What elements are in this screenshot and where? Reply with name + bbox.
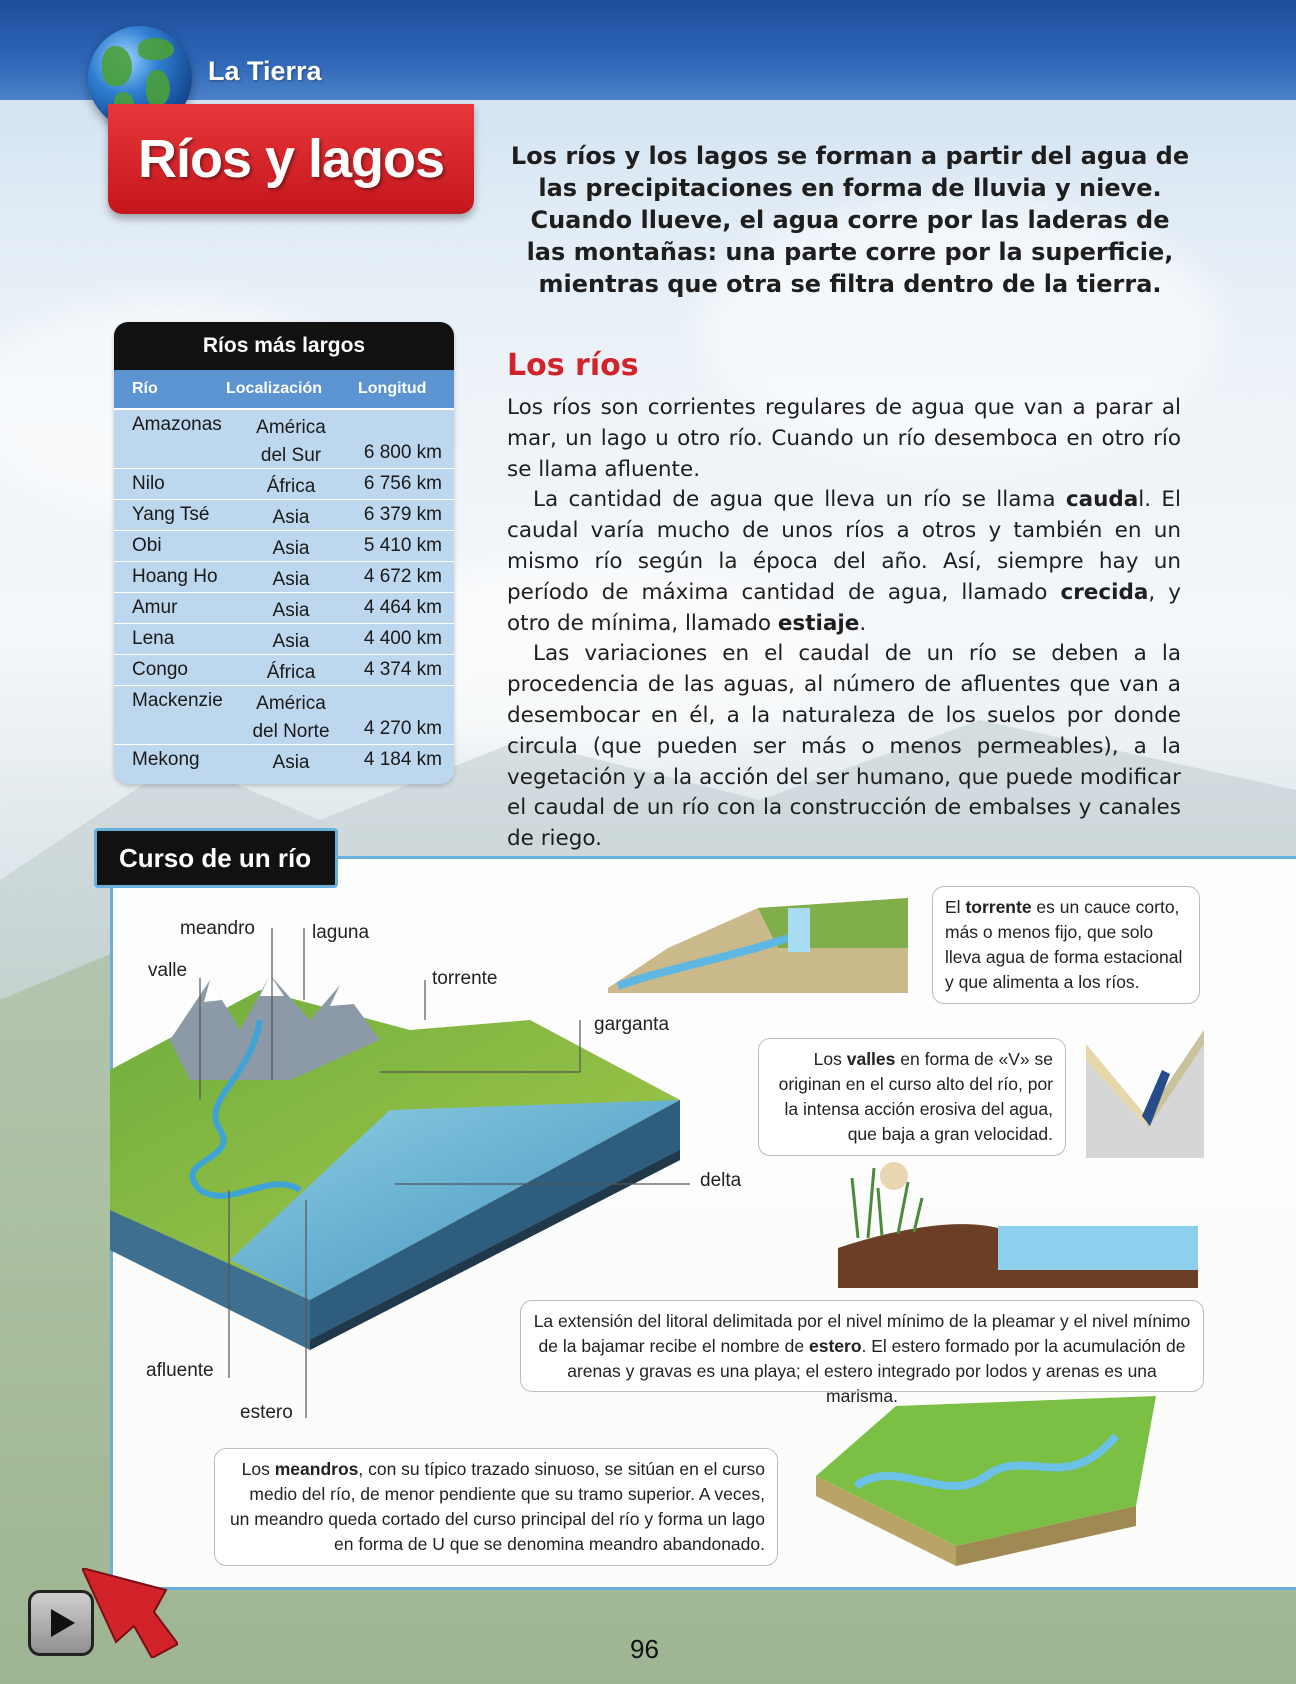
- table-title: Ríos más largos: [114, 322, 454, 370]
- river-location: Asia: [272, 600, 310, 621]
- page-title: Ríos y lagos: [137, 129, 445, 189]
- river-location: Asia: [272, 507, 310, 528]
- river-location-line2: del Norte: [252, 721, 330, 742]
- river-name: Yang Tsé: [132, 504, 210, 525]
- river-length: 4 184 km: [363, 749, 442, 770]
- river-location: Asia: [272, 569, 310, 590]
- river-location-line2: del Sur: [260, 445, 322, 466]
- river-location: África: [266, 662, 316, 683]
- term-estiaje: estiaje: [777, 610, 860, 636]
- section-heading-rios: Los ríos: [507, 348, 639, 383]
- river-location: África: [266, 476, 316, 497]
- torrente-note: El torrente es un cauce corto, más o menos fijo, que solo lleva agua de forma estacional y que alimenta a los ríos.: [932, 886, 1200, 1004]
- red-arrow-icon: [82, 1568, 178, 1658]
- term-crecida: crecida: [1060, 579, 1149, 605]
- meanders-block-illustration: [816, 1396, 1156, 1566]
- v-valley-illustration: [1086, 1030, 1204, 1158]
- label-torrente: torrente: [432, 968, 498, 989]
- intro-paragraph: Los ríos y los lagos se forman a partir del agua de las precipitaciones en forma de lluvia y nieve. Cuando llueve, el agua corre por las laderas de las montañas: una parte corre por la superficie, mientras que otra se filtra dentro de la tierra.: [510, 142, 1190, 298]
- label-afluente: afluente: [146, 1360, 214, 1381]
- estero-note: La extensión del litoral delimitada por el nivel mínimo de la pleamar y el nivel mínimo de la bajamar recibe el nombre de estero. El estero formado por la acumulación de arenas y gravas es una playa; el estero integrado por lodos y arenas es una marisma.: [520, 1300, 1204, 1392]
- river-location: América: [256, 693, 326, 714]
- river-name: Mackenzie: [132, 690, 223, 711]
- river-length: 5 410 km: [363, 535, 442, 556]
- label-estero: estero: [240, 1402, 293, 1423]
- rios-paragraph-1: Los ríos son corrientes regulares de agua que van a parar al mar, un lago u otro río. Cuando un río desemboca en otro río se llama afluente.: [507, 395, 1181, 482]
- play-button[interactable]: [28, 1590, 94, 1656]
- rios-paragraph-3: Las variaciones en el caudal de un río se deben a la procedencia de las aguas, al número de afluentes que van a desembocar en él, a la naturaleza de los suelos por donde circula (que pueden ser más o menos permeables), a la vegetación y a la acción del ser humano, que puede modificar el caudal de un río con la construcción de embalses y canales de riego.: [507, 641, 1181, 852]
- section-label: La Tierra: [208, 56, 322, 86]
- river-location: América: [256, 417, 326, 438]
- estero-illustration: [838, 1158, 1198, 1288]
- river-length: 4 374 km: [363, 659, 442, 680]
- play-icon: [45, 1607, 77, 1639]
- valles-note: Los valles en forma de «V» se originan en el curso alto del río, por la intensa acción erosiva del agua, que baja a gran velocidad.: [758, 1038, 1066, 1156]
- river-length: 4 270 km: [363, 718, 442, 739]
- river-length: 6 379 km: [363, 504, 442, 525]
- meandros-note: Los meandros, con su típico trazado sinuoso, se sitúan en el curso medio del río, de menor pendiente que su tramo superior. A veces, un meandro queda cortado del curso principal del río y forma un lago en forma de U que se denomina meandro abandonado.: [214, 1448, 778, 1566]
- river-location: Asia: [272, 538, 310, 559]
- river-name: Mekong: [132, 749, 200, 770]
- river-course-title: Curso de un río: [94, 828, 338, 888]
- river-location: Asia: [272, 752, 310, 773]
- river-name: Lena: [132, 628, 175, 649]
- label-laguna: laguna: [312, 922, 370, 943]
- river-length: 4 400 km: [363, 628, 442, 649]
- river-location: Asia: [272, 631, 310, 652]
- river-length: 4 464 km: [363, 597, 442, 618]
- river-name: Congo: [132, 659, 188, 680]
- torrente-illustration: [608, 888, 908, 998]
- river-length: 4 672 km: [363, 566, 442, 587]
- label-valle: valle: [148, 960, 188, 981]
- river-name: Nilo: [132, 473, 165, 494]
- river-name: Obi: [132, 535, 162, 556]
- rios-paragraph-2: La cantidad de agua que lleva un río se llama caudal. El caudal varía mucho de unos ríos a otros y también en un mismo río según la época del año. Así, siempre hay un período de máxima cantidad de agua, llamado crecida, y otro de mínima, llamado estiaje.: [507, 487, 1181, 636]
- term-caudal: cauda: [1065, 487, 1139, 513]
- column-header-location: Localización: [226, 380, 323, 397]
- river-length: 6 800 km: [363, 442, 442, 463]
- label-meandro: meandro: [180, 918, 255, 939]
- river-name: Hoang Ho: [132, 566, 218, 587]
- river-name: Amur: [132, 597, 178, 618]
- river-name: Amazonas: [132, 414, 222, 435]
- column-header-river: Río: [132, 380, 158, 397]
- river-length: 6 756 km: [363, 473, 442, 494]
- page-number: 96: [630, 1634, 659, 1664]
- label-delta: delta: [700, 1170, 742, 1191]
- column-header-length: Longitud: [358, 380, 427, 397]
- label-garganta: garganta: [594, 1014, 670, 1035]
